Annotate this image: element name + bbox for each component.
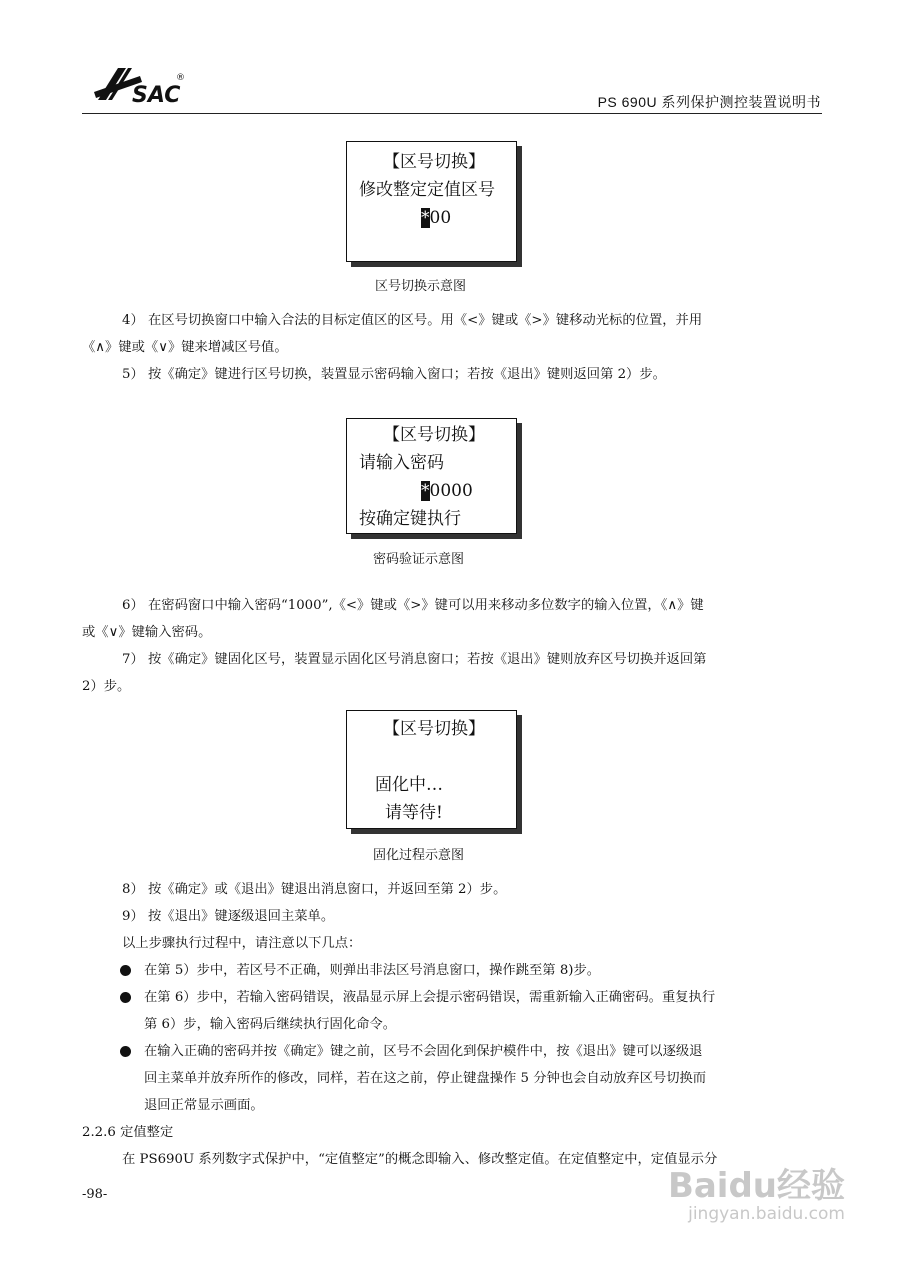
text-line: 退回正常显示画面。 — [144, 1098, 264, 1113]
lcd-screen-password — [346, 418, 517, 534]
text-line: 6） 在密码窗口中输入密码“1000”,《<》键或《>》键可以用来移动多位数字的输入位置，《∧》键 — [122, 598, 704, 613]
company-logo — [88, 62, 188, 110]
lcd-input — [421, 204, 451, 233]
text-line: 回主菜单并放弃所作的修改，同样，若在这之前，停止键盘操作 5 分钟也会自动放弃区号切换而 — [144, 1071, 707, 1086]
header-divider — [82, 113, 822, 114]
lcd-screen-solidifying — [346, 710, 517, 829]
text-line: 在输入正确的密码并按《确定》键之前，区号不会固化到保护模件中，按《退出》键可以逐级退 — [144, 1044, 703, 1059]
figure-caption: 区号切换示意图 — [375, 279, 467, 294]
watermark — [668, 1168, 845, 1224]
registered-mark: ® — [176, 73, 185, 83]
text-line: 或《∨》键输入密码。 — [82, 625, 212, 640]
page-number: -98- — [82, 1187, 108, 1202]
bullet-item — [82, 1038, 824, 1119]
bullet-item — [82, 957, 824, 984]
lcd-line: 按确定键执行 — [359, 509, 461, 529]
text-line: 5） 按《确定》键进行区号切换，装置显示密码输入窗口；若按《退出》键则返回第 2）步。 — [122, 367, 666, 382]
lcd-cursor: * — [421, 208, 430, 228]
bullet-dot-icon — [120, 965, 131, 976]
text-line: 在 PS690U 系列数字式保护中，“定值整定”的概念即输入、修改整定值。在定值整定中，定值显示分 — [122, 1152, 718, 1167]
text-line: 第 6）步，输入密码后继续执行固化命令。 — [144, 1017, 397, 1032]
document-title: PS 690U 系列保护测控装置说明书 — [597, 94, 821, 110]
watermark-brand: Baidu经验 — [667, 1166, 845, 1206]
paragraph-steps-6-7 — [82, 592, 824, 700]
lcd-input — [421, 477, 473, 506]
lcd-line: 固化中… — [375, 775, 443, 795]
paragraph-notes — [82, 876, 824, 1173]
lcd-title: 【区号切换】 — [383, 425, 485, 445]
lcd-line: 请等待! — [385, 803, 443, 823]
text-line: 9） 按《退出》键逐级退回主菜单。 — [122, 909, 335, 924]
section-number: 2.2.6 — [82, 1125, 116, 1140]
text-line: 在第 6）步中，若输入密码错误，液晶显示屏上会提示密码错误，需重新输入正确密码。重复执行 — [144, 990, 716, 1005]
text-line: 在第 5）步中，若区号不正确，则弹出非法区号消息窗口，操作跳至第 8)步。 — [144, 963, 601, 978]
text-line: 7） 按《确定》键固化区号，装置显示固化区号消息窗口；若按《退出》键则放弃区号切换并返回第 — [122, 652, 707, 667]
text-line: 2）步。 — [82, 679, 131, 694]
lcd-value: 0000 — [429, 481, 473, 501]
text-line: 《∧》键或《∨》键来增减区号值。 — [82, 340, 288, 355]
bullet-dot-icon — [120, 1046, 131, 1057]
section-heading — [82, 1119, 824, 1146]
text-line: 8） 按《确定》或《退出》键退出消息窗口，并返回至第 2）步。 — [122, 882, 507, 897]
lcd-title: 【区号切换】 — [383, 152, 485, 172]
text-line: 以上步骤执行过程中，请注意以下几点： — [122, 936, 362, 951]
lcd-title: 【区号切换】 — [383, 719, 485, 739]
lcd-value: 00 — [429, 208, 452, 228]
lcd-line: 请输入密码 — [359, 453, 444, 473]
lcd-screen-zone-switch — [346, 141, 517, 262]
lcd-cursor: * — [421, 481, 430, 501]
section-title: 定值整定 — [120, 1125, 174, 1140]
logo-text: SAC — [132, 83, 181, 108]
figure-caption: 密码验证示意图 — [373, 552, 465, 567]
lcd-line: 修改整定定值区号 — [359, 180, 495, 200]
figure-caption: 固化过程示意图 — [373, 848, 465, 863]
paragraph-steps-4-5 — [82, 307, 824, 388]
bullet-item — [82, 984, 824, 1038]
text-line: 4） 在区号切换窗口中输入合法的目标定值区的区号。用《<》键或《>》键移动光标的位置，并用 — [122, 313, 703, 328]
watermark-url: jingyan.baidu.com — [688, 1204, 845, 1224]
bullet-dot-icon — [120, 992, 131, 1003]
